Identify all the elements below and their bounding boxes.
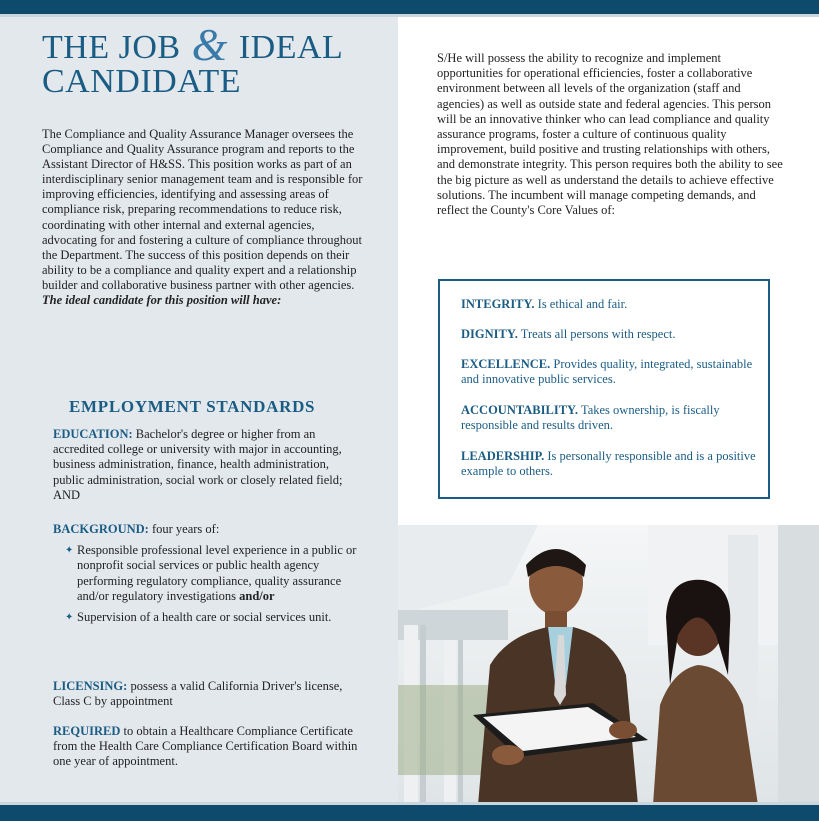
bullet-icon: ✦ [65, 545, 74, 557]
page-title: THE JOB & IDEAL CANDIDATE [42, 19, 344, 100]
intro-paragraph: The Compliance and Quality Assurance Manager oversees the Compliance and Quality Assurance program and reports to the Assistant Director of H&SS. This position works as part of an interdisciplinary senior management team and is responsible for improving efficiencies, identifying and assessing areas of compliance risk, preparing recommendations to reduce risk, coordinating with other internal and external agencies, advocating for and fostering a culture of compliance throughout the Department. The success of this position depends on their ability to be a compliance and quality expert and a relationship builder and collaborative business partner with other agencies. The ideal candidate for this position will have: [42, 127, 363, 308]
bottom-band [0, 805, 819, 821]
background-block: BACKGROUND: four years of: ✦ Responsible professional level experience in a public or nonprofit social services or public health agency performing regulatory compliance, quality assurance and/or regulatory investigations and/or ✦ Supervision of a health care or social services unit. [53, 522, 363, 631]
employment-standards-heading: EMPLOYMENT STANDARDS [69, 397, 316, 416]
right-paragraph: S/He will possess the ability to recognize and implement opportunities for operational efficiencies, foster a collaborative environment between all levels of the organization (staff and agencies) as well as outside state and federal agencies. This person will be an innovative thinker who can lead compliance and quality assurance programs, foster a culture of continuous quality improvement, build positive and trusting relationships with others, and demonstrate integrity. This person requires both the ability to see the big picture as well as understand the details to achieve effective solutions. The incumbent will manage competing demands, and reflect the County's Core Values of: [437, 51, 783, 218]
bullet-icon: ✦ [65, 612, 74, 624]
intro-emphasis: The ideal candidate for this position will have: [42, 293, 282, 308]
value-integrity: INTEGRITY. Is ethical and fair. [461, 297, 628, 311]
top-band [0, 0, 819, 14]
core-values-box [438, 279, 770, 499]
licensing-block: LICENSING: possess a valid California Driver's license, Class C by appointment [53, 679, 343, 709]
value-accountability: ACCOUNTABILITY. Takes ownership, is fiscally responsible and results driven. [461, 403, 720, 433]
required-block: REQUIRED to obtain a Healthcare Compliance Certificate from the Health Care Compliance Certification Board within one year of appointment. [53, 724, 358, 769]
value-leadership: LEADERSHIP. Is personally responsible and is a positive example to others. [461, 449, 756, 479]
education-block: EDUCATION: Bachelor's degree or higher from an accredited college or university with major in accounting, business administration, finance, health administration, public administration, social work or closely related field; AND [53, 427, 343, 502]
value-dignity: DIGNITY. Treats all persons with respect. [461, 327, 676, 341]
value-excellence: EXCELLENCE. Provides quality, integrated, sustainable and innovative public services. [461, 357, 753, 387]
list-item: ✦ Supervision of a health care or social services unit. [65, 610, 332, 625]
business-people-photo [398, 525, 819, 805]
ampersand: & [191, 19, 228, 70]
list-item: ✦ Responsible professional level experience in a public or nonprofit social services or public health agency performing regulatory compliance, quality assurance and/or regulatory investigations and/or [65, 543, 357, 603]
